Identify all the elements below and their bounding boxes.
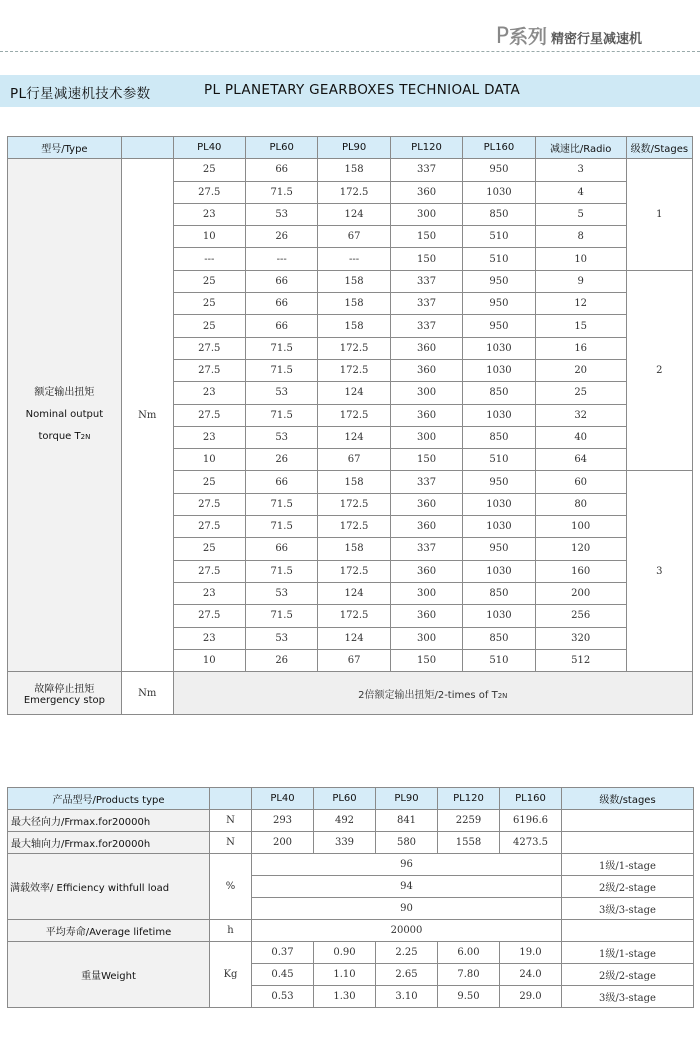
table-cell: 26 bbox=[245, 649, 317, 671]
table-cell: 25 bbox=[173, 315, 245, 337]
header2-pl60: PL60 bbox=[314, 788, 376, 810]
table-cell: 124 bbox=[318, 382, 390, 404]
torque-table-header-row bbox=[8, 137, 693, 159]
table-cell: 29.0 bbox=[500, 986, 562, 1008]
table-cell: 510 bbox=[463, 248, 535, 270]
nominal-torque-line bbox=[8, 382, 121, 404]
header-pl40: PL40 bbox=[173, 137, 245, 159]
efficiency-row bbox=[8, 854, 694, 876]
table-cell: 27.5 bbox=[173, 493, 245, 515]
ratio-cell: 5 bbox=[535, 203, 626, 225]
table-cell: 66 bbox=[245, 159, 317, 181]
table-cell: 1030 bbox=[463, 516, 535, 538]
table-cell: 66 bbox=[245, 270, 317, 292]
table-cell: 26 bbox=[245, 226, 317, 248]
table-cell: 850 bbox=[463, 627, 535, 649]
series-word: 系列 bbox=[508, 26, 547, 48]
weight-stage: 1级/1-stage bbox=[562, 942, 694, 964]
ratio-cell: 10 bbox=[535, 248, 626, 270]
efficiency-value: 90 bbox=[252, 898, 562, 920]
table-cell: 510 bbox=[463, 449, 535, 471]
lifetime-value: 20000 bbox=[252, 920, 562, 942]
lifetime-row bbox=[8, 920, 694, 942]
table-cell: 124 bbox=[318, 582, 390, 604]
table-cell: 1030 bbox=[463, 560, 535, 582]
efficiency-unit: % bbox=[210, 854, 252, 920]
table-cell: 3.10 bbox=[376, 986, 438, 1008]
weight-row bbox=[8, 942, 694, 964]
emergency-stop-label-line: Emergency stop bbox=[23, 695, 105, 707]
emergency-stop-label-line: 故障停止扭矩 bbox=[34, 684, 95, 696]
table-cell: 10 bbox=[173, 226, 245, 248]
series-subtitle: 精密行星减速机 bbox=[550, 32, 642, 47]
specs-header-row bbox=[8, 788, 694, 810]
header-ratio: 减速比/Radio bbox=[535, 137, 626, 159]
table-cell: 53 bbox=[245, 203, 317, 225]
header2-pl40: PL40 bbox=[252, 788, 314, 810]
table-cell: 150 bbox=[390, 649, 462, 671]
table-cell: 300 bbox=[390, 426, 462, 448]
stage-cell: 2 bbox=[626, 270, 692, 471]
ratio-cell: 64 bbox=[535, 449, 626, 471]
ratio-cell: 9 bbox=[535, 270, 626, 292]
table-cell: 53 bbox=[245, 382, 317, 404]
table-cell: 172.5 bbox=[318, 516, 390, 538]
table-cell: 337 bbox=[390, 293, 462, 315]
table-cell: 53 bbox=[245, 582, 317, 604]
table-cell: 67 bbox=[318, 649, 390, 671]
table-cell: 950 bbox=[463, 471, 535, 493]
table-cell: 4273.5 bbox=[500, 832, 562, 854]
header-unit bbox=[121, 137, 173, 159]
table-cell: 27.5 bbox=[173, 181, 245, 203]
table-cell: 200 bbox=[252, 832, 314, 854]
header-pl60: PL60 bbox=[245, 137, 317, 159]
table-cell: 1030 bbox=[463, 605, 535, 627]
ratio-cell: 80 bbox=[535, 493, 626, 515]
emergency-stop-label bbox=[8, 672, 122, 715]
table-cell: 71.5 bbox=[245, 337, 317, 359]
table-cell: 67 bbox=[318, 226, 390, 248]
stage-cell: 3 bbox=[626, 471, 692, 672]
table-cell: 293 bbox=[252, 810, 314, 832]
table-cell: 158 bbox=[318, 538, 390, 560]
header-pl160: PL160 bbox=[463, 137, 535, 159]
table-cell: 27.5 bbox=[173, 337, 245, 359]
table-cell: 360 bbox=[390, 404, 462, 426]
table-cell: 360 bbox=[390, 359, 462, 381]
header-type: 型号/Type bbox=[8, 137, 122, 159]
table-cell: 172.5 bbox=[318, 359, 390, 381]
table-cell: 150 bbox=[390, 226, 462, 248]
table-cell: 950 bbox=[463, 270, 535, 292]
table-cell: 950 bbox=[463, 293, 535, 315]
table-cell: 850 bbox=[463, 382, 535, 404]
header-unit2 bbox=[210, 788, 252, 810]
table-cell: 1.30 bbox=[314, 986, 376, 1008]
radial-force-row bbox=[8, 810, 694, 832]
table-cell: 67 bbox=[318, 449, 390, 471]
weight-stage: 2级/2-stage bbox=[562, 964, 694, 986]
ratio-cell: 16 bbox=[535, 337, 626, 359]
header-stages: 级数/Stages bbox=[626, 137, 692, 159]
table-cell: 10 bbox=[173, 649, 245, 671]
table-cell: 24.0 bbox=[500, 964, 562, 986]
table-cell: 2.65 bbox=[376, 964, 438, 986]
table-cell: 71.5 bbox=[245, 560, 317, 582]
ratio-cell: 512 bbox=[535, 649, 626, 671]
ratio-cell: 256 bbox=[535, 605, 626, 627]
torque-subscript: 2N bbox=[80, 433, 91, 442]
table-cell: 71.5 bbox=[245, 359, 317, 381]
table-cell: 71.5 bbox=[245, 493, 317, 515]
table-cell: 337 bbox=[390, 471, 462, 493]
table-cell: 300 bbox=[390, 582, 462, 604]
radial-force-label: 最大径向力/Frmax.for20000h bbox=[8, 810, 210, 832]
table-cell: 71.5 bbox=[245, 181, 317, 203]
table-cell: 27.5 bbox=[173, 359, 245, 381]
table-cell: 950 bbox=[463, 538, 535, 560]
table-cell: 337 bbox=[390, 159, 462, 181]
emergency-stop-unit: Nm bbox=[121, 672, 173, 715]
efficiency-stage: 3级/3-stage bbox=[562, 898, 694, 920]
table-cell: 66 bbox=[245, 293, 317, 315]
table-cell: 1030 bbox=[463, 337, 535, 359]
table-cell: 71.5 bbox=[245, 516, 317, 538]
header-pl90: PL90 bbox=[318, 137, 390, 159]
axial-force-unit: N bbox=[210, 832, 252, 854]
table-cell: 360 bbox=[390, 181, 462, 203]
table-cell bbox=[562, 920, 694, 942]
table-cell: 158 bbox=[318, 159, 390, 181]
table-cell: 300 bbox=[390, 203, 462, 225]
table-cell: 53 bbox=[245, 627, 317, 649]
weight-label: 重量Weight bbox=[8, 942, 210, 1008]
table-cell: 158 bbox=[318, 315, 390, 337]
table-cell: 9.50 bbox=[438, 986, 500, 1008]
ratio-cell: 60 bbox=[535, 471, 626, 493]
table-cell: 25 bbox=[173, 159, 245, 181]
ratio-cell: 20 bbox=[535, 359, 626, 381]
table-cell: 2259 bbox=[438, 810, 500, 832]
title-cn: PL行星减速机技术参数 bbox=[10, 86, 151, 102]
ratio-cell: 4 bbox=[535, 181, 626, 203]
title-en: PL PLANETARY GEARBOXES TECHNIOAL DATA bbox=[204, 82, 521, 98]
table-cell: 23 bbox=[173, 382, 245, 404]
table-cell: 66 bbox=[245, 315, 317, 337]
axial-force-label: 最大轴向力/Frmax.for20000h bbox=[8, 832, 210, 854]
efficiency-value: 94 bbox=[252, 876, 562, 898]
table-cell: 172.5 bbox=[318, 493, 390, 515]
table-cell: 6196.6 bbox=[500, 810, 562, 832]
table-cell: 27.5 bbox=[173, 516, 245, 538]
table-cell: 71.5 bbox=[245, 404, 317, 426]
table-cell bbox=[562, 810, 694, 832]
table-cell: 158 bbox=[318, 471, 390, 493]
table-cell: 25 bbox=[173, 471, 245, 493]
table-cell: --- bbox=[245, 248, 317, 270]
table-cell: 850 bbox=[463, 582, 535, 604]
table-cell: 23 bbox=[173, 627, 245, 649]
table-cell: 27.5 bbox=[173, 560, 245, 582]
header2-pl120: PL120 bbox=[438, 788, 500, 810]
table-cell: 1.10 bbox=[314, 964, 376, 986]
weight-stage: 3级/3-stage bbox=[562, 986, 694, 1008]
ratio-cell: 160 bbox=[535, 560, 626, 582]
table-cell: 158 bbox=[318, 270, 390, 292]
lifetime-unit: h bbox=[210, 920, 252, 942]
table-cell: 337 bbox=[390, 538, 462, 560]
radial-force-unit: N bbox=[210, 810, 252, 832]
table-cell: 172.5 bbox=[318, 337, 390, 359]
table-cell: 337 bbox=[390, 315, 462, 337]
nominal-torque-line-text: 额定输出扭矩 bbox=[34, 387, 95, 399]
lifetime-label: 平均寿命/Average lifetime bbox=[8, 920, 210, 942]
torque-unit: Nm bbox=[121, 159, 173, 672]
table-cell: 25 bbox=[173, 270, 245, 292]
ratio-cell: 32 bbox=[535, 404, 626, 426]
efficiency-label: 满载效率/ Efficiency withfull load bbox=[8, 854, 210, 920]
table-cell: 25 bbox=[173, 538, 245, 560]
table-cell: 339 bbox=[314, 832, 376, 854]
ratio-cell: 8 bbox=[535, 226, 626, 248]
table-cell: 950 bbox=[463, 315, 535, 337]
table-cell: 300 bbox=[390, 627, 462, 649]
efficiency-value: 96 bbox=[252, 854, 562, 876]
efficiency-stage: 1级/1-stage bbox=[562, 854, 694, 876]
ratio-cell: 25 bbox=[535, 382, 626, 404]
table-cell: 0.45 bbox=[252, 964, 314, 986]
torque-table-row bbox=[8, 159, 693, 181]
table-cell: 150 bbox=[390, 449, 462, 471]
efficiency-stage: 2级/2-stage bbox=[562, 876, 694, 898]
ratio-cell: 3 bbox=[535, 159, 626, 181]
table-cell: 124 bbox=[318, 426, 390, 448]
torque-table bbox=[7, 136, 693, 715]
table-cell: 172.5 bbox=[318, 560, 390, 582]
table-cell: 0.37 bbox=[252, 942, 314, 964]
ratio-cell: 40 bbox=[535, 426, 626, 448]
table-cell: 66 bbox=[245, 538, 317, 560]
nominal-torque-line-text: Nominal output bbox=[25, 409, 104, 421]
table-cell: --- bbox=[173, 248, 245, 270]
header2-pl90: PL90 bbox=[376, 788, 438, 810]
table-cell: 6.00 bbox=[438, 942, 500, 964]
series-letter: P bbox=[495, 24, 509, 49]
table-cell: 850 bbox=[463, 203, 535, 225]
table-cell: 580 bbox=[376, 832, 438, 854]
table-cell: 172.5 bbox=[318, 181, 390, 203]
emergency-stop-value bbox=[173, 672, 692, 715]
table-cell: 950 bbox=[463, 159, 535, 181]
table-cell: 66 bbox=[245, 471, 317, 493]
table-cell: 510 bbox=[463, 226, 535, 248]
emergency-stop-subscript: 2N bbox=[497, 691, 508, 700]
section-title-bar bbox=[0, 75, 700, 107]
axial-force-row bbox=[8, 832, 694, 854]
specs-table bbox=[7, 787, 694, 1008]
table-cell: --- bbox=[318, 248, 390, 270]
table-cell: 1030 bbox=[463, 404, 535, 426]
table-cell bbox=[562, 832, 694, 854]
weight-unit: Kg bbox=[210, 942, 252, 1008]
header-products-type: 产品型号/Products type bbox=[8, 788, 210, 810]
table-cell: 27.5 bbox=[173, 605, 245, 627]
table-cell: 1030 bbox=[463, 493, 535, 515]
nominal-torque-line-text: torque T bbox=[38, 431, 81, 443]
header-divider bbox=[0, 51, 700, 52]
table-cell: 360 bbox=[390, 337, 462, 359]
table-cell: 23 bbox=[173, 582, 245, 604]
table-cell: 492 bbox=[314, 810, 376, 832]
table-cell: 71.5 bbox=[245, 605, 317, 627]
ratio-cell: 120 bbox=[535, 538, 626, 560]
ratio-cell: 100 bbox=[535, 516, 626, 538]
table-cell: 360 bbox=[390, 493, 462, 515]
table-cell: 25 bbox=[173, 293, 245, 315]
table-cell: 510 bbox=[463, 649, 535, 671]
table-cell: 10 bbox=[173, 449, 245, 471]
stage-cell: 1 bbox=[626, 159, 692, 270]
table-cell: 0.53 bbox=[252, 986, 314, 1008]
table-cell: 53 bbox=[245, 426, 317, 448]
table-cell: 27.5 bbox=[173, 404, 245, 426]
nominal-torque-line bbox=[8, 404, 121, 426]
table-cell: 360 bbox=[390, 560, 462, 582]
nominal-torque-line bbox=[8, 426, 121, 448]
table-cell: 2.25 bbox=[376, 942, 438, 964]
table-cell: 1030 bbox=[463, 181, 535, 203]
table-cell: 124 bbox=[318, 627, 390, 649]
nominal-torque-label bbox=[8, 159, 122, 672]
table-cell: 19.0 bbox=[500, 942, 562, 964]
nominal-torque-text bbox=[8, 382, 121, 448]
table-cell: 7.80 bbox=[438, 964, 500, 986]
ratio-cell: 15 bbox=[535, 315, 626, 337]
table-cell: 1558 bbox=[438, 832, 500, 854]
table-cell: 337 bbox=[390, 270, 462, 292]
table-cell: 23 bbox=[173, 426, 245, 448]
ratio-cell: 320 bbox=[535, 627, 626, 649]
table-cell: 0.90 bbox=[314, 942, 376, 964]
table-cell: 841 bbox=[376, 810, 438, 832]
table-cell: 1030 bbox=[463, 359, 535, 381]
ratio-cell: 12 bbox=[535, 293, 626, 315]
table-cell: 850 bbox=[463, 426, 535, 448]
emergency-stop-row bbox=[8, 672, 693, 715]
table-cell: 23 bbox=[173, 203, 245, 225]
table-cell: 360 bbox=[390, 516, 462, 538]
table-cell: 172.5 bbox=[318, 404, 390, 426]
table-cell: 158 bbox=[318, 293, 390, 315]
page-header bbox=[0, 24, 700, 52]
table-cell: 360 bbox=[390, 605, 462, 627]
table-cell: 124 bbox=[318, 203, 390, 225]
ratio-cell: 200 bbox=[535, 582, 626, 604]
header-pl120: PL120 bbox=[390, 137, 462, 159]
table-cell: 172.5 bbox=[318, 605, 390, 627]
emergency-stop-value-text: 2倍额定输出扭矩/2-times of T bbox=[358, 689, 498, 701]
table-cell: 26 bbox=[245, 449, 317, 471]
table-cell: 300 bbox=[390, 382, 462, 404]
table-cell: 150 bbox=[390, 248, 462, 270]
series-brand bbox=[496, 22, 642, 49]
header2-stages: 级数/stages bbox=[562, 788, 694, 810]
header2-pl160: PL160 bbox=[500, 788, 562, 810]
